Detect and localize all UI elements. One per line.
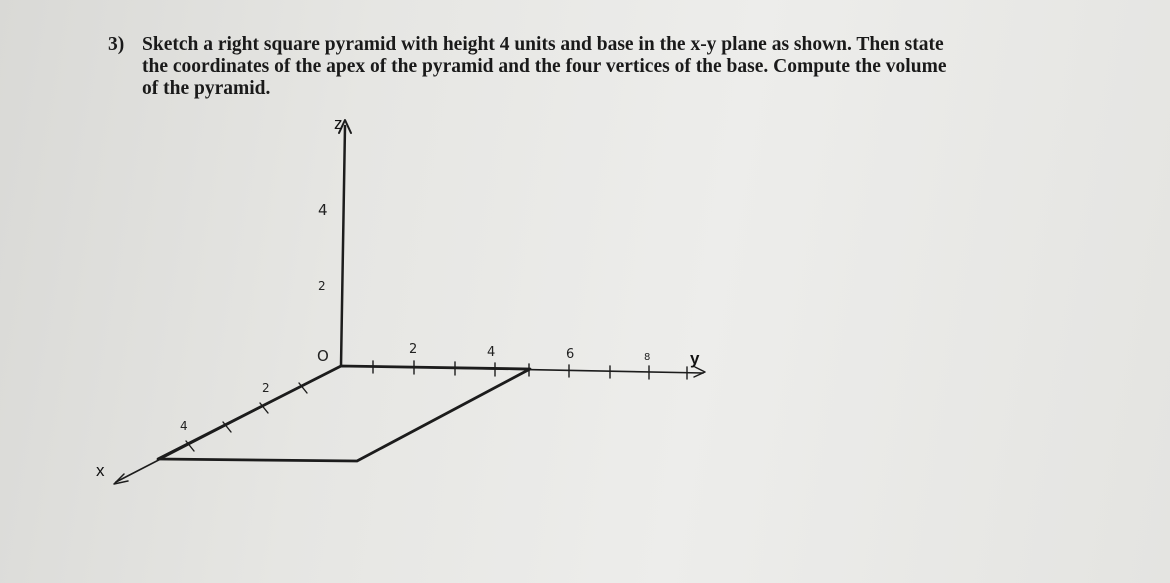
y-tick-label-2: 2 — [409, 342, 418, 357]
z-tick-label-4: 4 — [318, 201, 328, 219]
y-axis-arrowhead — [694, 367, 705, 377]
x-axis-label: x — [96, 461, 105, 480]
question-line-1: 3) Sketch a right square pyramid with height 4 units and base in the x-y plane as shown. Then state — [108, 34, 944, 55]
z-tick-label-2: 2 — [318, 279, 326, 293]
origin-label: O — [317, 347, 329, 365]
pyramid-base-square — [158, 366, 530, 461]
y-tick-label-4: 4 — [487, 345, 496, 360]
y-tick-label-8: 8 — [644, 352, 651, 363]
question-line-3: of the pyramid. — [142, 78, 271, 99]
question-line-2: the coordinates of the apex of the pyramid and the four vertices of the base. Compute the volume — [142, 56, 947, 77]
question-number: 3) — [108, 34, 125, 55]
x-tick-label-2: 2 — [262, 381, 270, 395]
z-axis — [341, 126, 345, 366]
z-axis-label: z — [334, 114, 343, 133]
y-axis-label: y — [690, 349, 700, 368]
y-tick-label-6: 6 — [566, 347, 575, 362]
x-tick-label-4: 4 — [180, 419, 188, 433]
